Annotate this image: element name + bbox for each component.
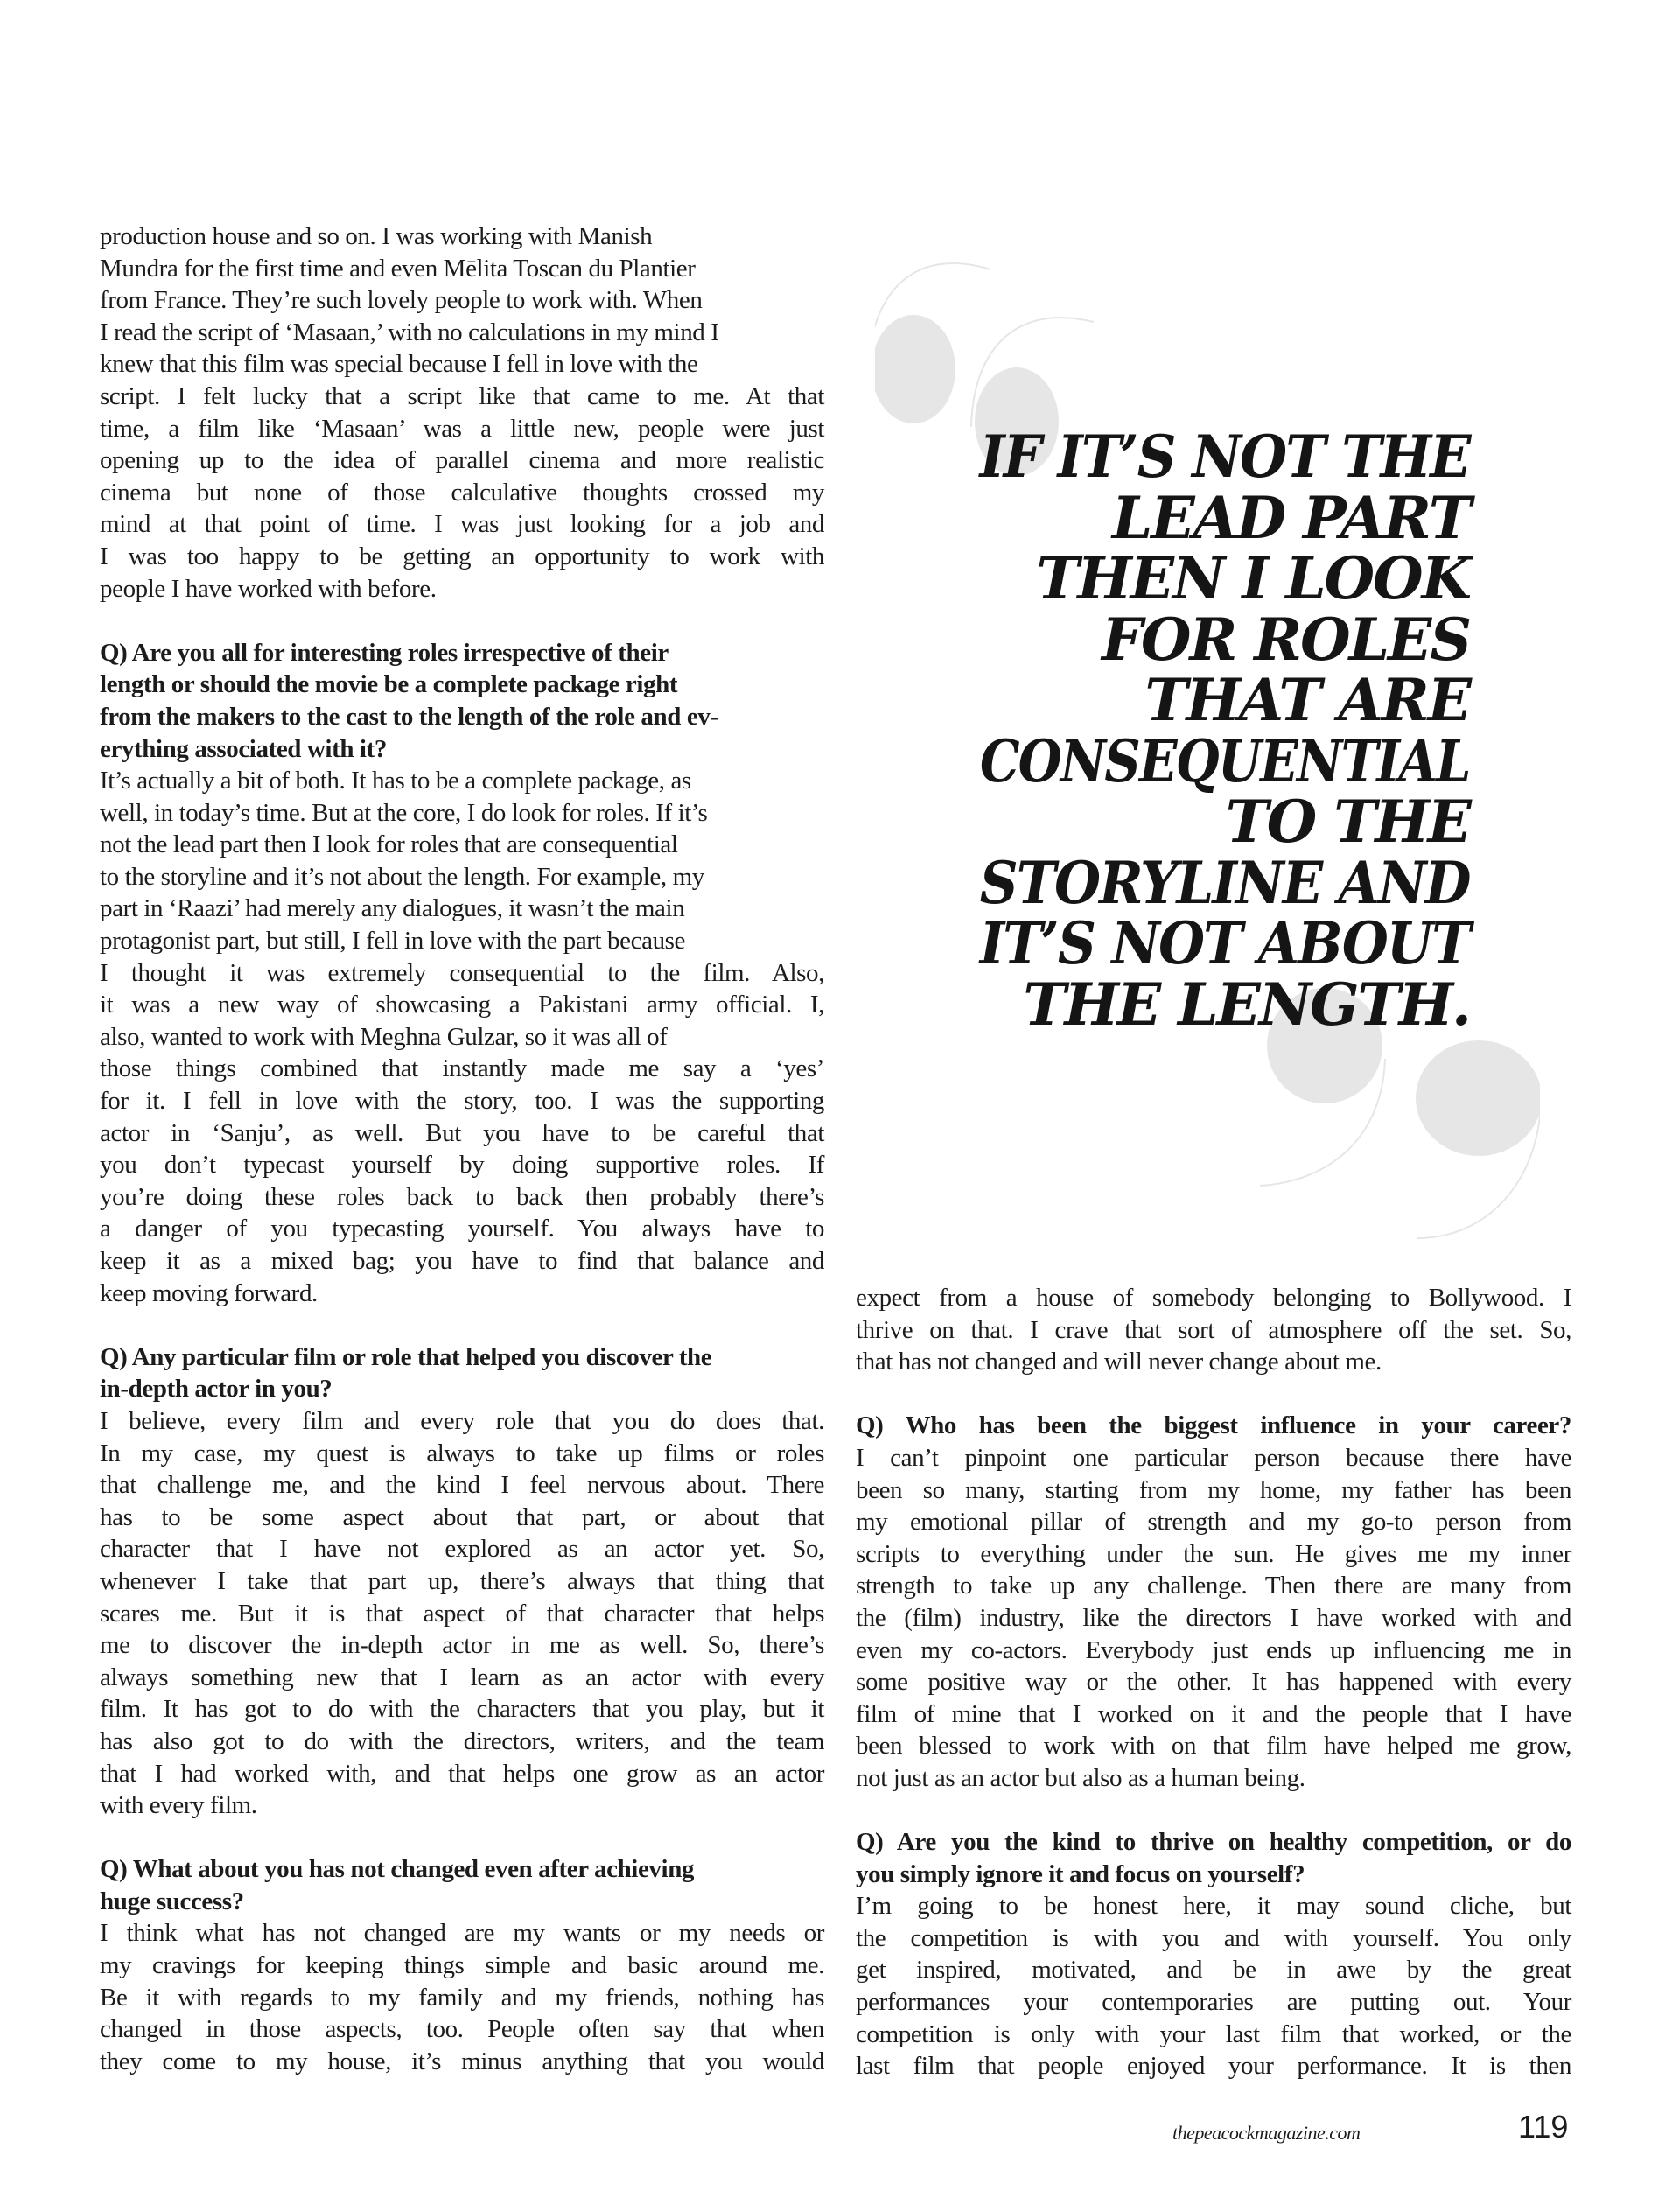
close-quote-mark-2 [1416,1040,1540,1238]
body-text-line: cinema but none of those calculative thoughts crossed my [100,478,824,507]
body-text-line: they come to my house, it’s minus anything that you would [100,2047,824,2076]
question-line: in-depth actor in you? [100,1375,332,1404]
question-line: Q) Are you the kind to thrive on healthy competition, or do [856,1828,1572,1857]
body-text-line: I’m going to be honest here, it may sound cliche, but [856,1892,1572,1921]
body-text-line: actor in ‘Sanju’, as well. But you have to be careful that [100,1118,824,1147]
question-line: length or should the movie be a complete package right [100,670,678,699]
body-text-line: I believe, every film and every role that you do does that. [100,1406,824,1435]
body-text-line: performances your contemporaries are putting out. Your [856,1988,1572,2017]
body-text-line: that has not changed and will never change about me. [856,1348,1382,1376]
body-text-line: character that I have not explored as an actor yet. So, [100,1535,824,1564]
body-text-line: has also got to do with the directors, writers, and the team [100,1726,824,1755]
pull-quote-line: THE LENGTH. [1023,970,1470,1039]
body-text-line: film of mine that I worked on it and the people that I have [856,1699,1572,1728]
body-text-line: script. I felt lucky that a script like that came to me. At that [100,382,824,410]
body-text-line: that challenge me, and the kind I feel nervous about. There [100,1471,824,1500]
paragraph-gap [100,1309,824,1341]
body-text-line: from France. They’re such lovely people to work with. When [100,286,703,315]
pull-quote-line: IF IT’S NOT THE [979,423,1470,491]
body-text-line: expect from a house of somebody belonging to Bollywood. I [856,1284,1572,1312]
body-text-line: been blessed to work with on that film have helped me grow, [856,1732,1572,1760]
body-text-line: with every film. [100,1791,257,1820]
question-line: Q) Who has been the biggest influence in your career? [856,1411,1572,1440]
body-text-line: thrive on that. I crave that sort of atmosphere off the set. So, [856,1315,1572,1344]
body-text-line: mind at that point of time. I was just looking for a job and [100,510,824,539]
pull-quote-line: STORYLINE AND [980,848,1470,917]
body-text-line: to the storyline and it’s not about the length. For example, my [100,862,704,891]
body-text-line: I think what has not changed are my wants or my needs or [100,1919,824,1948]
paragraph-gap [100,1822,824,1854]
page-number: 119 [1518,2109,1569,2145]
body-text-line: the competition is with you and with yourself. You only [856,1923,1572,1952]
body-text-line: scares me. But it is that aspect of that character that helps [100,1599,824,1628]
question-line: Q) What about you has not changed even after achieving [100,1855,695,1884]
body-text-line: my emotional pillar of strength and my go-to person from [856,1508,1572,1536]
body-text-line: Mundra for the first time and even Mēlita Toscan du Plantier [100,254,696,283]
body-text-line: some positive way or the other. It has happened with every [856,1668,1572,1697]
body-text-line: competition is only with your last film that worked, or the [856,2020,1572,2048]
body-text-line: you’re doing these roles back to back then probably there’s [100,1182,824,1211]
body-text-line: In my case, my quest is always to take up films or roles [100,1438,824,1467]
pull-quote-line: IT’S NOT ABOUT [980,909,1470,977]
question-line: erything associated with it? [100,734,387,763]
body-text-line: I can’t pinpoint one particular person because there have [856,1443,1572,1472]
body-text-line: been so many, starting from my home, my father has been [856,1475,1572,1504]
paragraph-gap [856,1795,1572,1827]
body-text-line: also, wanted to work with Meghna Gulzar, so it was all of [100,1022,668,1051]
body-text-line: part in ‘Raazi’ had merely any dialogues, it wasn’t the main [100,894,685,923]
body-text-line: film. It has got to do with the characters that you play, but it [100,1695,824,1724]
pull-quote-line: TO THE [1225,788,1470,856]
pull-quote-line: CONSEQUENTIAL [980,726,1470,795]
body-text-line: whenever I take that part up, there’s always that thing that [100,1566,824,1595]
body-text-line: I was too happy to be getting an opportunity to work with [100,542,824,570]
body-text-line: me to discover the in-depth actor in me as well. So, there’s [100,1631,824,1660]
body-text-line: has to be some aspect about that part, or about that [100,1502,824,1531]
body-text-line: scripts to everything under the sun. He gives me my inner [856,1539,1572,1568]
body-text-line: the (film) industry, like the directors I have worked with and [856,1603,1572,1632]
question-line: from the makers to the cast to the length of the role and ev- [100,702,718,731]
body-text-line: I thought it was extremely consequential to the film. Also, [100,958,824,987]
body-text-line: for it. I fell in love with the story, too. I was the supporting [100,1087,824,1116]
right-column [856,1282,1572,2082]
body-text-line: last film that people enjoyed your performance. It is then [856,2052,1572,2081]
body-text-line: keep moving forward. [100,1278,318,1307]
pull-quote-line: LEAD PART [1112,483,1470,552]
body-text-line: not just as an actor but also as a human being. [856,1763,1306,1792]
footer-website: thepeacockmagazine.com [1172,2122,1361,2144]
body-text-line: a danger of you typecasting yourself. You always have to [100,1214,824,1243]
body-text-line: people I have worked with before. [100,574,437,603]
body-text-line: It’s actually a bit of both. It has to be a complete package, as [100,766,691,795]
body-text-line: strength to take up any challenge. Then there are many from [856,1572,1572,1600]
pull-quote [875,228,1540,1278]
body-text-line: production house and so on. I was working with Manish [100,222,653,250]
body-text-line: always something new that I learn as an actor with every [100,1662,824,1691]
body-text-line: my cravings for keeping things simple and basic around me. [100,1951,824,1980]
body-text-line: changed in those aspects, too. People often say that when [100,2015,824,2044]
pull-quote-line: FOR ROLES [1102,605,1470,674]
body-text-line: that I had worked with, and that helps one grow as an actor [100,1759,824,1788]
pull-quote-line: THAT ARE [1144,666,1470,734]
paragraph-gap [100,605,824,637]
body-text-line: time, a film like ‘Masaan’ was a little new, people were just [100,414,824,443]
body-text-line: keep it as a mixed bag; you have to find that balance and [100,1247,824,1275]
body-text-line: get inspired, motivated, and be in awe by the great [856,1956,1572,1984]
body-text-line: those things combined that instantly made me say a ‘yes’ [100,1054,824,1083]
body-text-line: I read the script of ‘Masaan,’ with no calculations in my mind I [100,318,719,346]
question-line: Q) Are you all for interesting roles irrespective of their [100,638,668,667]
pull-quote-line: THEN I LOOK [1036,544,1470,612]
pull-quote-text [905,423,1470,1039]
question-line: Q) Any particular film or role that helped you discover the [100,1342,712,1371]
body-text-line: not the lead part then I look for roles that are consequential [100,830,678,859]
body-text-line: opening up to the idea of parallel cinema and more realistic [100,446,824,475]
question-line: you simply ignore it and focus on yourself? [856,1859,1306,1888]
body-text-line: you don’t typecast yourself by doing supportive roles. If [100,1151,824,1180]
body-text-line: it was a new way of showcasing a Pakistani army official. I, [100,990,824,1019]
question-line: huge success? [100,1886,244,1915]
body-text-line: protagonist part, but still, I fell in love with the part because [100,927,686,956]
body-text-line: even my co-actors. Everybody just ends up influencing me in [856,1635,1572,1664]
left-column [100,220,824,2077]
paragraph-gap [856,1378,1572,1410]
body-text-line: Be it with regards to my family and my friends, nothing has [100,1983,824,2012]
body-text-line: knew that this film was special because I fell in love with the [100,350,698,379]
body-text-line: well, in today’s time. But at the core, I do look for roles. If it’s [100,798,708,827]
